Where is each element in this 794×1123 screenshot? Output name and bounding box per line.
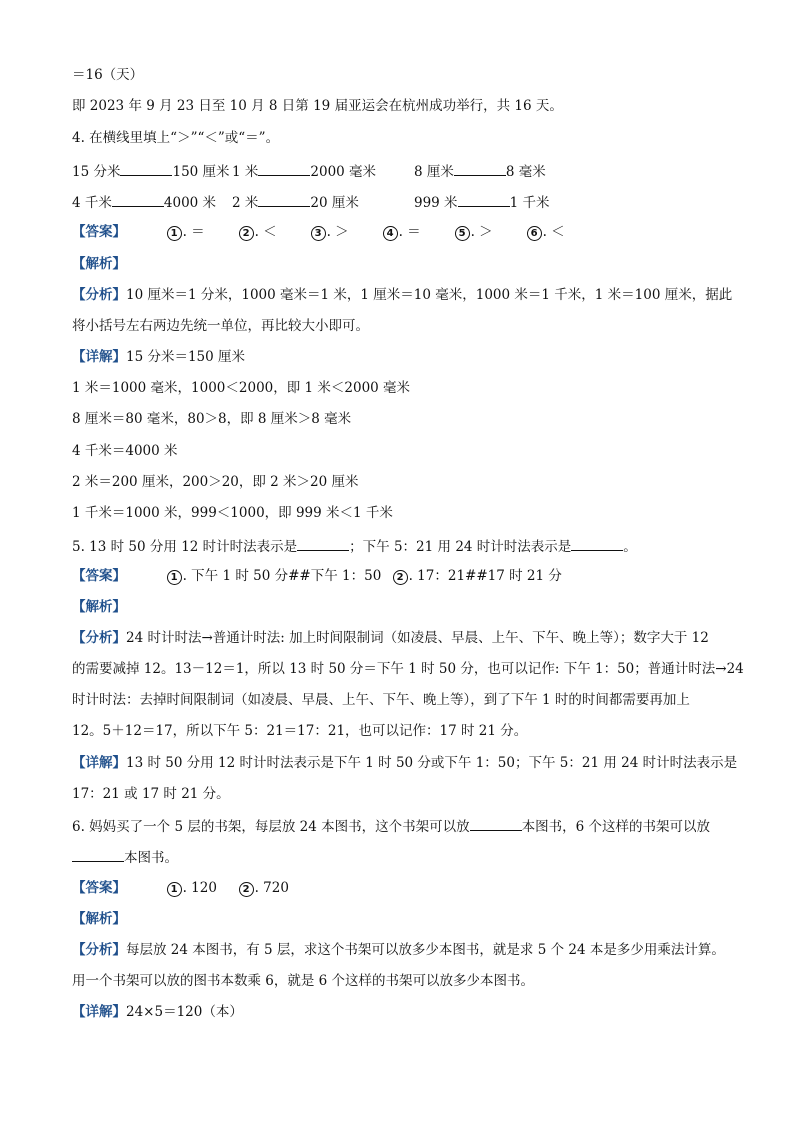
answer-value: . 120 — [182, 880, 217, 896]
answer-value: . 下午 1 时 50 分##下午 1：50 — [182, 568, 382, 584]
analysis-tag: 【解析】 — [72, 911, 126, 927]
answer-value: . ＞ — [326, 224, 349, 240]
q4-right: 1 千米 — [509, 195, 550, 211]
analysis-text — [72, 629, 744, 647]
question-6-cont — [72, 847, 744, 867]
answer-tag: 【答案】 — [72, 224, 126, 240]
xiangjie-tag: 【详解】 — [72, 755, 126, 771]
detail-text — [72, 348, 744, 366]
detail-text — [72, 754, 744, 772]
fenxi-line: 将小括号左右两边先统一单位，再比较大小即可。 — [72, 318, 369, 334]
fenxi-line: 12。5＋12＝17，所以下午 5：21＝17：21，也可以记作：17 时 21 分。 — [72, 723, 528, 739]
detail-line: 24×5＝120（本） — [126, 1004, 243, 1020]
analysis-text — [72, 286, 744, 304]
circled-number: 2 — [393, 570, 408, 585]
answer-tag: 【答案】 — [72, 568, 126, 584]
q4-right: 8 毫米 — [505, 164, 546, 180]
fenxi-line: 10 厘米＝1 分米，1000 毫米＝1 米，1 厘米＝10 毫米，1000 米＝1 千米，1 米＝100 厘米，据此 — [126, 287, 733, 303]
text-line: 即 2023 年 9 月 23 日至 10 月 8 日第 19 届亚运会在杭州成功举行，共 16 天。 — [72, 98, 563, 114]
answer-blank[interactable] — [120, 161, 172, 176]
q5-text: 5. 13 时 50 分用 12 时计时法表示是 — [72, 539, 298, 555]
detail-line: 17：21 或 17 时 21 分。 — [72, 786, 230, 802]
xiangjie-tag: 【详解】 — [72, 1004, 126, 1020]
analysis-tag: 【解析】 — [72, 599, 126, 615]
fenxi-line: 用一个书架可以放的图书本数乘 6，就是 6 个这样的书架可以放多少本图书。 — [72, 973, 535, 989]
q4-left: 4 千米 — [72, 195, 112, 211]
fenxi-line: 24 时计时法→普通计时法: 加上时间限制词（如凌晨、早晨、上午、下午、晚上等）；数字大于 12 — [126, 630, 709, 646]
circled-number: 1 — [167, 226, 182, 241]
answer-blank[interactable] — [458, 192, 510, 207]
q4-left: 15 分米 — [72, 164, 121, 180]
circled-number: 1 — [167, 570, 182, 585]
circled-number: 4 — [383, 226, 398, 241]
detail-line: 1 米＝1000 毫米，1000＜2000，即 1 米＜2000 毫米 — [72, 380, 411, 396]
answer-value: . 17：21##17 时 21 分 — [408, 568, 562, 584]
answer-blank[interactable] — [571, 536, 623, 551]
analysis-tag: 【解析】 — [72, 256, 126, 272]
answer-value: . ＜ — [254, 224, 277, 240]
answer-value: . ＝ — [182, 224, 205, 240]
q4-right: 20 厘米 — [310, 195, 359, 211]
q4-right: 2000 毫米 — [310, 164, 377, 180]
question-4-title: 4. 在横线里填上“＞”“＜”或“＝”。 — [72, 130, 280, 146]
answer-blank[interactable] — [454, 161, 506, 176]
detail-line: 4 千米＝4000 米 — [72, 443, 178, 459]
q4-right: 4000 米 — [163, 195, 217, 211]
answer-blank[interactable] — [470, 816, 522, 831]
detail-line: 15 分米＝150 厘米 — [126, 349, 246, 365]
q4-left: 2 米 — [232, 195, 259, 211]
q5-answer-line — [72, 567, 744, 585]
answer-blank[interactable] — [258, 161, 310, 176]
answer-blank[interactable] — [297, 536, 349, 551]
q5-text: 。 — [623, 539, 637, 555]
detail-line: 1 千米＝1000 米，999＜1000，即 999 米＜1 千米 — [72, 505, 393, 521]
question-5 — [72, 536, 744, 556]
q4-left: 1 米 — [232, 164, 259, 180]
q6-text: 6. 妈妈买了一个 5 层的书架，每层放 24 本图书，这个书架可以放 — [72, 819, 470, 835]
q4-left: 999 米 — [414, 195, 458, 211]
q5-text: ；下午 5：21 用 24 时计时法表示是 — [349, 539, 572, 555]
q4-right: 150 厘米 — [172, 164, 230, 180]
detail-line: 13 时 50 分用 12 时计时法表示是下午 1 时 50 分或下午 1：50；下午 5：21 用 24 时计时法表示是 — [126, 755, 738, 771]
answer-blank[interactable] — [72, 847, 124, 862]
fenxi-line: 每层放 24 本图书，有 5 层，求这个书架可以放多少本图书，就是求 5 个 24 本是多少用乘法计算。 — [126, 942, 725, 958]
q6-text: 本图书。 — [124, 850, 178, 866]
answer-value: . 720 — [254, 880, 289, 896]
circled-number: 6 — [527, 226, 542, 241]
answer-blank[interactable] — [258, 192, 310, 207]
fenxi-line: 时计时法：去掉时间限制词（如凌晨、早晨、上午、下午、晚上等），到了下午 1 时的时间都需要再加上 — [72, 692, 690, 708]
circled-number: 2 — [239, 882, 254, 897]
question-6 — [72, 816, 744, 836]
answer-blank[interactable] — [112, 192, 164, 207]
answer-value: . ＜ — [542, 224, 565, 240]
q6-text: 本图书，6 个这样的书架可以放 — [521, 819, 710, 835]
answer-tag: 【答案】 — [72, 880, 126, 896]
xiangjie-tag: 【详解】 — [72, 349, 126, 365]
detail-line: 8 厘米＝80 毫米，80＞8，即 8 厘米＞8 毫米 — [72, 411, 352, 427]
fenxi-tag: 【分析】 — [72, 942, 126, 958]
answer-value: . ＞ — [470, 224, 493, 240]
q4-row-1 — [72, 161, 744, 181]
circled-number: 1 — [167, 882, 182, 897]
circled-number: 3 — [311, 226, 326, 241]
answer-value: . ＝ — [398, 224, 421, 240]
fenxi-tag: 【分析】 — [72, 630, 126, 646]
q6-answer-line — [72, 879, 744, 897]
circled-number: 2 — [239, 226, 254, 241]
detail-text — [72, 1003, 744, 1021]
q4-answer-line — [72, 223, 744, 241]
detail-line: 2 米＝200 厘米，200＞20，即 2 米＞20 厘米 — [72, 474, 359, 490]
fenxi-line: 的需要减掉 12。13－12＝1，所以 13 时 50 分＝下午 1 时 50 分，也可以记作: 下午 1：50；普通计时法→24 — [72, 661, 744, 677]
q4-row-2 — [72, 192, 744, 212]
text-line: ＝16（天） — [72, 67, 144, 83]
analysis-text — [72, 941, 744, 959]
q4-left: 8 厘米 — [414, 164, 454, 180]
fenxi-tag: 【分析】 — [72, 287, 126, 303]
circled-number: 5 — [455, 226, 470, 241]
